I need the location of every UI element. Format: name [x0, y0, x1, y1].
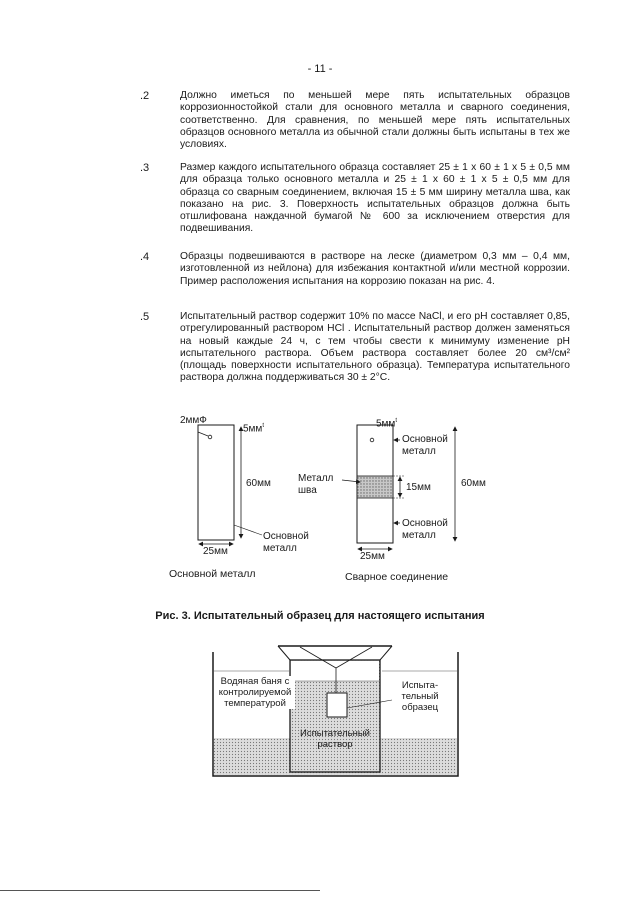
left-figure-caption: Основной металл — [169, 568, 256, 580]
item-number: .2 — [140, 90, 150, 102]
paragraph: Размер каждого испытательного образца составляет 25 ± 1 х 60 ± 1 х 5 ± 0,5 мм для образца только основного металла и 25 ± 1 х 60 ± 1 х 5 ± 0,5 мм для образца со сварным соединением, включая 15 ± 5 мм ширину металла шва, как показано на рис. 3. Поверхность испытательных образцов должна быть отшлифована наждачной бумагой № 600 за исключением отверстия для подвешивания. — [180, 162, 570, 235]
paragraph: Должно иметься по меньшей мере пять испытательных образцов коррозионностойкой стали для основного металла и сварного соединения, соответственно. Для сравнения, по меньшей мере пять испытательных образцов основного металла из обычной стали должны быть испытаны в тех же условиях. — [180, 90, 570, 151]
height-label: 60мм — [246, 478, 271, 489]
bottom-base-metal-label: Основной металл — [402, 518, 448, 541]
base-metal-specimen — [198, 425, 234, 540]
weld-zone — [357, 476, 393, 498]
item-number: .5 — [140, 311, 150, 323]
figure-3-title: Рис. 3. Испытательный образец для настоящего испытания — [155, 610, 485, 622]
base-metal-label: Основной металл — [263, 531, 309, 554]
test-solution-label: Испытательный раствор — [300, 728, 370, 750]
paragraph: Образцы подвешиваются в растворе на леске (диаметром 0,3 мм – 0,4 мм, изготовленной из нейлона) для избежания контактной и/или местной коррозии. Пример расположения испытания на коррозию показан на рис. 4. — [180, 251, 570, 287]
top-base-metal-label: Основной металл — [402, 434, 448, 457]
item-number: .4 — [140, 251, 150, 263]
specimen-label: Испыта- тельный образец — [401, 680, 439, 713]
right-figure-caption: Сварное соединение — [345, 571, 449, 583]
water-bath-label: Водяная баня с контролируемой температурой — [215, 676, 295, 709]
height-label: 60мм — [461, 478, 486, 489]
weld-width-label: 15мм — [406, 482, 431, 493]
thickness-label: $5мм^t$ — [243, 423, 264, 435]
weld-metal-label: Металл шва — [298, 473, 334, 496]
paragraph: Испытательный раствор содержит 10% по массе NaCl, и его pH составляет 0,85, отрегулированный раствором HCl . Испытательный раствор должен заменяться на новый каждые 24 ч, с тем чтобы свести к минимуму изменение pH испытательного раствора. Объем раствора составляет более 20 см³/см² (площадь поверхности испытательного образца). Температура испытательного раствора должна поддерживаться 30 ± 2°С. — [180, 311, 570, 384]
width-label: 25мм — [203, 546, 228, 557]
width-label: 25мм — [360, 551, 385, 562]
hole-diameter-label: 2ммФ — [180, 415, 207, 426]
item-number: .3 — [140, 162, 150, 174]
page-number: - 11 - — [307, 63, 333, 75]
footer-rule — [0, 890, 320, 891]
thickness-label: $5мм^t$ — [376, 418, 397, 430]
